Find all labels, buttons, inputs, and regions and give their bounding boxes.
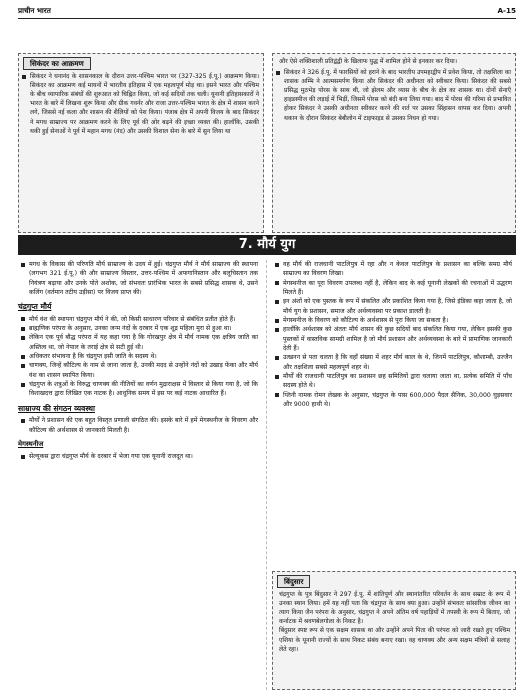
list-item: लेकिन एक पूर्व बौद्ध परंपरा में यह कहा गया है कि गोरखपुर क्षेत्र में मौर्य नामक एक क्षत्रिय जाति का अस्तित्व था, जो नेपाल के तराई क्षेत्र से सटी हुई थी। bbox=[18, 333, 258, 352]
intro-item: मगध के विकास की परिणति मौर्य साम्राज्य के उदय में हुई। चंद्रगुप्त मौर्य ने मौर्य साम्राज्य की स्थापना (लगभग 321 ई.पू.) की और साम्राज्य विस्तार, उत्तर-पश्चिम में अफगानिस्तान और बलूचिस्तान तक नियंत्रण बढ़ाया और उनके पोते अशोक, जो संभवतः प्रारंभिक भारत के सबसे प्रसिद्ध शासक थे, उसने कलिंग (वर्तमान तटीय उड़ीसा) पर विजय प्राप्त की। bbox=[18, 260, 258, 297]
page-header bbox=[18, 4, 516, 19]
left-column bbox=[18, 260, 262, 462]
sikandar-box-right bbox=[272, 53, 516, 233]
book-title: प्राचीन भारत bbox=[18, 6, 51, 15]
list-item: मौर्यों की राजधानी पाटलिपुत्र का प्रशासन छह समितियों द्वारा चलाया जाता था, प्रत्येक समिति में पाँच सदस्य होते थे। bbox=[272, 372, 512, 391]
list-item: मौर्यों ने प्रशासन की एक बहुत विस्तृत प्रणाली संगठित की। इसके बारे में हमें मेगस्थनीज के विवरण और कौटिल्य की अर्थशास्त्र से जानकारी मिलती है। bbox=[18, 416, 258, 435]
section-heading-chandragupta: चंद्रगुप्त मौर्य bbox=[18, 302, 52, 312]
bindusar-text-2: बिंदुसार स्पष्ट रूप से एक सक्षम शासक था और उन्होंने अपने पिता की परंपरा को जारी रखते हुए पश्चिम एशिया के यूनानी राज्यों के साथ निकट संबंध बनाए रखा। वह चाणक्य और अन्य सक्षम मंत्रियों से सलाह लेते रहा। bbox=[279, 627, 510, 653]
bindusar-title: बिंदुसार bbox=[277, 575, 310, 588]
list-item: मेगस्थनीज के विवरण को कौटिल्य के अर्थशास्त्र से पूरा किया जा सकता है। bbox=[272, 316, 512, 325]
list-item: वह मौर्य की राजधानी पाटलिपुत्र में रहा और न केवल पाटलिपुत्र के प्रशासन का बल्कि समग्र मौर्य साम्राज्य का विवरण लिखा। bbox=[272, 260, 512, 279]
list-item: चंद्रगुप्त के शत्रुओं के विरुद्ध चाणक्य की नीतियों का वर्णन मुद्राराक्षस में विस्तार से किया गया है, जो कि विशाखदत्त द्वारा लिखित एक नाटक है। आधुनिक समय में इस पर कई नाटक आधारित हैं। bbox=[18, 380, 258, 399]
list-item: ब्राह्मणिक परंपरा के अनुसार, उनका जन्म नंदों के दरबार में एक शूद्र महिला मुरा से हुआ था। bbox=[18, 324, 258, 333]
section-heading-organization: साम्राज्य की संगठन व्यवस्था bbox=[18, 403, 95, 413]
list-item: हालाँकि अर्थशास्त्र को अंततः मौर्य शासन की कुछ सदियों बाद संकलित किया गया, लेकिन इसकी कुछ पुस्तकों में वास्तविक सामग्री शामिल है जो मौर्य प्रशासन और अर्थव्यवस्था के बारे में प्रामाणिक जानकारी देती हैं। bbox=[272, 325, 512, 353]
right-column bbox=[272, 260, 516, 410]
sikandar-text: सिकंदर ने घनानंद के शासनकाल के दौरान उत्तर-पश्चिम भारत पर (327-325 ई.पू.) आक्रमण किया। सिकंदर का आक्रमण कई मायनों में भारतीय इतिहास में एक महत्वपूर्ण मोड़ था। इसने भारत और पश्चिम के बीच व्यापारिक संबंधों की शुरुआत को चिह्नित किया, जो कई सदियों तक चली। यूनानी इतिहासकारों ने भारत के बारे में लिखना शुरू किया और ग्रीक गवर्नर और राजा उत्तर-पश्चिम भारत के क्षेत्र में शासन करने लगे, जिससे नई कला और शासन की शैलियों को पेश किया। पंजाब क्षेत्र में अपनी विजय के बाद सिकंदर ने मगध साम्राज्य पर आक्रमण करने के लिए पूर्व की ओर बढ़ने की इच्छा व्यक्त की। हालाँकि, उसकी थकी हुई सेनाओं ने पूर्व में महान मगध (नंद) और उसकी विशाल सेना के बारे में सुन लिया था bbox=[19, 72, 259, 136]
list-item: इन अंशों को एक पुस्तक के रूप में संकलित और प्रकाशित किया गया है, जिसे इंडिका कहा जाता है, जो मौर्य युग के प्रशासन, समाज और अर्थव्यवस्था पर प्रकाश डालती है। bbox=[272, 297, 512, 316]
sikandar-point: सिकंदर ने 326 ई.पू. में फारसियों को हराने के बाद भारतीय उपमहाद्वीप में प्रवेश किया, तो तक्षशिला का शासक अम्भि ने आत्मसमर्पण किया और सिकंदर की अधीनता को स्वीकार किया। सिकंदर की सबसे प्रसिद्ध मुठभेड़ पोरस के साथ थी, जो झेलम और व्यास के बीच के क्षेत्र का शासक था। दोनों सेनाएँ हाइडस्पीज की लड़ाई में भिड़ीं, जिसमें पोरस को बंदी बना लिया गया। बाद में पोरस की गरिमा से प्रभावित होकर सिकंदर ने उसकी अधीनता स्वीकार करने की शर्त पर उसका सिंहासन वापस कर दिया। अपनी थकान के दौरान सिकंदर बेबीलोन में टाइफाइड से उसका निधन हो गया। bbox=[273, 68, 511, 123]
section-heading-megasthenes: मेगस्थनीज bbox=[18, 439, 44, 448]
list-item: उत्खनन से पता चलता है कि वहाँ संख्या में शहर मौर्य काल के थे, जिनमें पाटलिपुत्र, कौशाम्बी, उज्जैन और तक्षशिला सबसे महत्वपूर्ण शहर थे। bbox=[272, 353, 512, 372]
page-number: A-15 bbox=[497, 6, 516, 15]
chapter-banner: 7. मौर्य युग bbox=[18, 235, 516, 255]
column-divider bbox=[266, 260, 268, 690]
sikandar-title: सिकंदर का आक्रमण bbox=[23, 57, 91, 70]
list-item: अधिकतर संभावना है कि चंद्रगुप्त इसी जाति के सदस्य थे। bbox=[18, 352, 258, 361]
list-item: प्लिनी नामक रोमन लेखक के अनुसार, चंद्रगुप्त के पास 600,000 पैदल सैनिक, 30,000 घुड़सवार और 9000 हाथी थे। bbox=[272, 391, 512, 410]
list-item: मौर्य वंश की स्थापना चंद्रगुप्त मौर्य ने की, जो किसी साधारण परिवार से संबंधित प्रतीत होते हैं। bbox=[18, 315, 258, 324]
list-item: चाणक्य, जिन्हें कौटिल्य के नाम से जाना जाता है, उनकी मदद से उन्होंने नंदों को उखाड़ फेंका और मौर्य वंश का शासन स्थापित किया। bbox=[18, 361, 258, 380]
list-item: मेगस्थनीज का पूरा विवरण उपलब्ध नहीं है, लेकिन बाद के कई यूनानी लेखकों की रचनाओं में उद्धरण मिलते हैं। bbox=[272, 279, 512, 298]
bindusar-text: चंद्रगुप्त के पुत्र बिंदुसार ने 297 ई.पू. में शांतिपूर्ण और स्थानांतरित परिवर्तन के साथ सम्राट के रूप में उनका स्थान लिया। हमें यह नहीं पता कि चंद्रगुप्त के साथ क्या हुआ। उन्होंने संभवतः सांसारिक जीवन का त्याग किया जैन परंपरा के अनुसार, चंद्रगुप्त ने अपने अंतिम वर्ष पहाड़ियों में तपस्वी के रूप में बिताए, जो कर्नाटक में श्रवणबेलगोला के निकट है। bbox=[279, 591, 510, 626]
bindusar-box bbox=[272, 571, 516, 690]
sikandar-continued: और ऐसे शक्तिशाली प्रतिद्वंद्वी के खिलाफ युद्ध में शामिल होने से इनकार कर दिया। bbox=[279, 58, 458, 65]
sikandar-box-left bbox=[18, 53, 264, 233]
list-item: सेल्यूकस द्वारा चंद्रगुप्त मौर्य के दरबार में भेजा गया एक यूनानी राजदूत था। bbox=[18, 452, 258, 461]
